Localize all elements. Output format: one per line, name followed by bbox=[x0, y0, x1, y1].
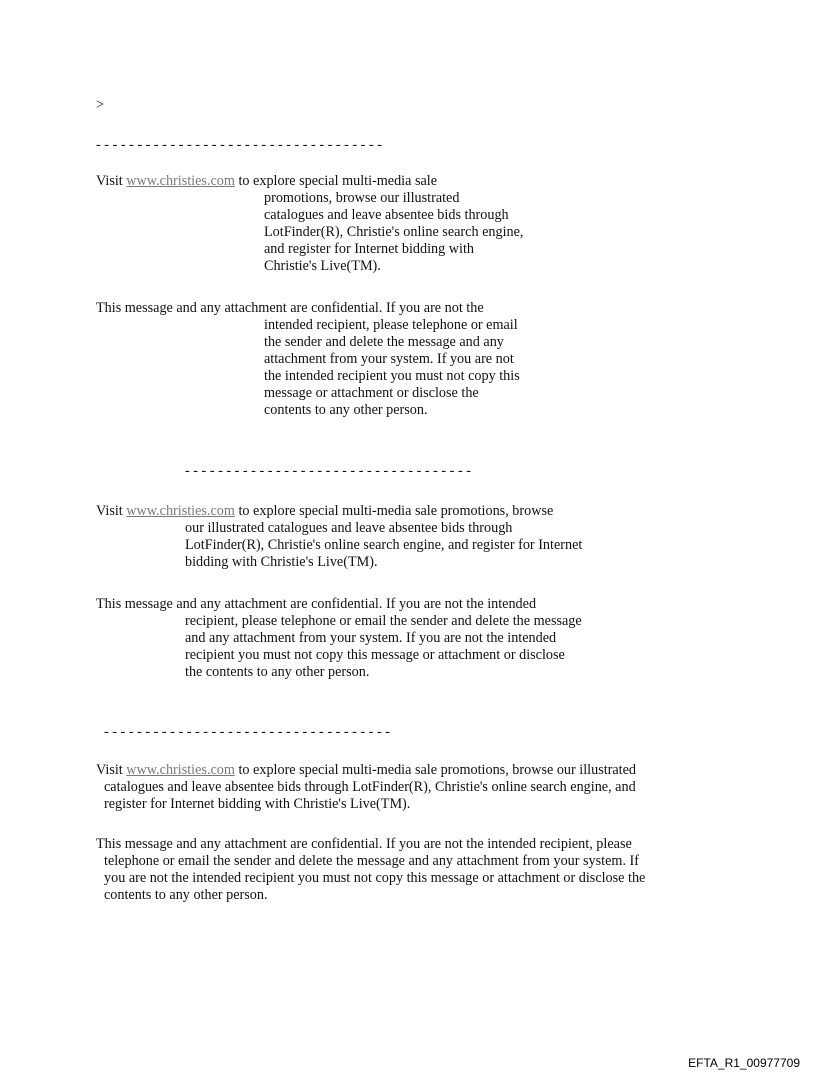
visit-prefix: Visit bbox=[96, 173, 127, 189]
visit-first-text: to explore special multi-media sale promotions, browse bbox=[234, 503, 554, 519]
christies-link[interactable]: www.christies.com bbox=[126, 503, 235, 519]
confidential-line: contents to any other person. bbox=[104, 887, 268, 903]
visit-line-1 bbox=[96, 173, 437, 190]
visit-line: and register for Internet bidding with bbox=[264, 241, 474, 257]
confidential-line: the intended recipient you must not copy this bbox=[264, 368, 520, 384]
visit-line: Christie's Live(TM). bbox=[264, 258, 381, 274]
confidential-line: recipient you must not copy this message or attachment or disclose bbox=[185, 647, 565, 663]
confidential-line: attachment from your system. If you are not bbox=[264, 351, 514, 367]
separator-1: - - - - - - - - - - - - - - - - - - - - - - - - - - - - - - - - - - - bbox=[96, 137, 382, 153]
christies-link[interactable]: www.christies.com bbox=[126, 173, 235, 189]
separator-3: - - - - - - - - - - - - - - - - - - - - - - - - - - - - - - - - - - - bbox=[104, 724, 390, 740]
separator-2: - - - - - - - - - - - - - - - - - - - - - - - - - - - - - - - - - - - bbox=[185, 463, 471, 479]
confidential-line: intended recipient, please telephone or email bbox=[264, 317, 518, 333]
document-id: EFTA_R1_00977709 bbox=[688, 1056, 800, 1070]
christies-link[interactable]: www.christies.com bbox=[126, 762, 235, 778]
visit-line: bidding with Christie's Live(TM). bbox=[185, 554, 378, 570]
visit-prefix: Visit bbox=[96, 503, 127, 519]
visit-line: register for Internet bidding with Christie's Live(TM). bbox=[104, 796, 411, 812]
confidential-line: This message and any attachment are confidential. If you are not the intended recipient, please bbox=[96, 836, 632, 852]
visit-line-2 bbox=[96, 503, 553, 520]
confidential-line: you are not the intended recipient you must not copy this message or attachment or disclose the bbox=[104, 870, 646, 886]
confidential-line: and any attachment from your system. If you are not the intended bbox=[185, 630, 557, 646]
confidential-line: This message and any attachment are confidential. If you are not the intended bbox=[96, 596, 537, 612]
confidential-line: contents to any other person. bbox=[264, 402, 428, 418]
confidential-line: This message and any attachment are confidential. If you are not the bbox=[96, 300, 484, 316]
visit-line: catalogues and leave absentee bids through LotFinder(R), Christie's online search engine, and bbox=[104, 779, 636, 795]
confidential-line: the sender and delete the message and any bbox=[264, 334, 504, 350]
visit-first-text: to explore special multi-media sale promotions, browse our illustrated bbox=[234, 762, 637, 778]
confidential-line: telephone or email the sender and delete the message and any attachment from your system. If bbox=[104, 853, 639, 869]
confidential-line: the contents to any other person. bbox=[185, 664, 370, 680]
visit-line: our illustrated catalogues and leave absentee bids through bbox=[185, 520, 513, 536]
confidential-line: recipient, please telephone or email the sender and delete the message bbox=[185, 613, 582, 629]
confidential-line: message or attachment or disclose the bbox=[264, 385, 479, 401]
visit-first-text: to explore special multi-media sale bbox=[234, 173, 438, 189]
visit-prefix: Visit bbox=[96, 762, 127, 778]
visit-line: LotFinder(R), Christie's online search engine, bbox=[264, 224, 524, 240]
visit-line: catalogues and leave absentee bids through bbox=[264, 207, 509, 223]
visit-line: LotFinder(R), Christie's online search engine, and register for Internet bbox=[185, 537, 583, 553]
visit-line-3 bbox=[96, 762, 636, 779]
visit-line: promotions, browse our illustrated bbox=[264, 190, 460, 206]
quote-marker: > bbox=[96, 97, 105, 113]
